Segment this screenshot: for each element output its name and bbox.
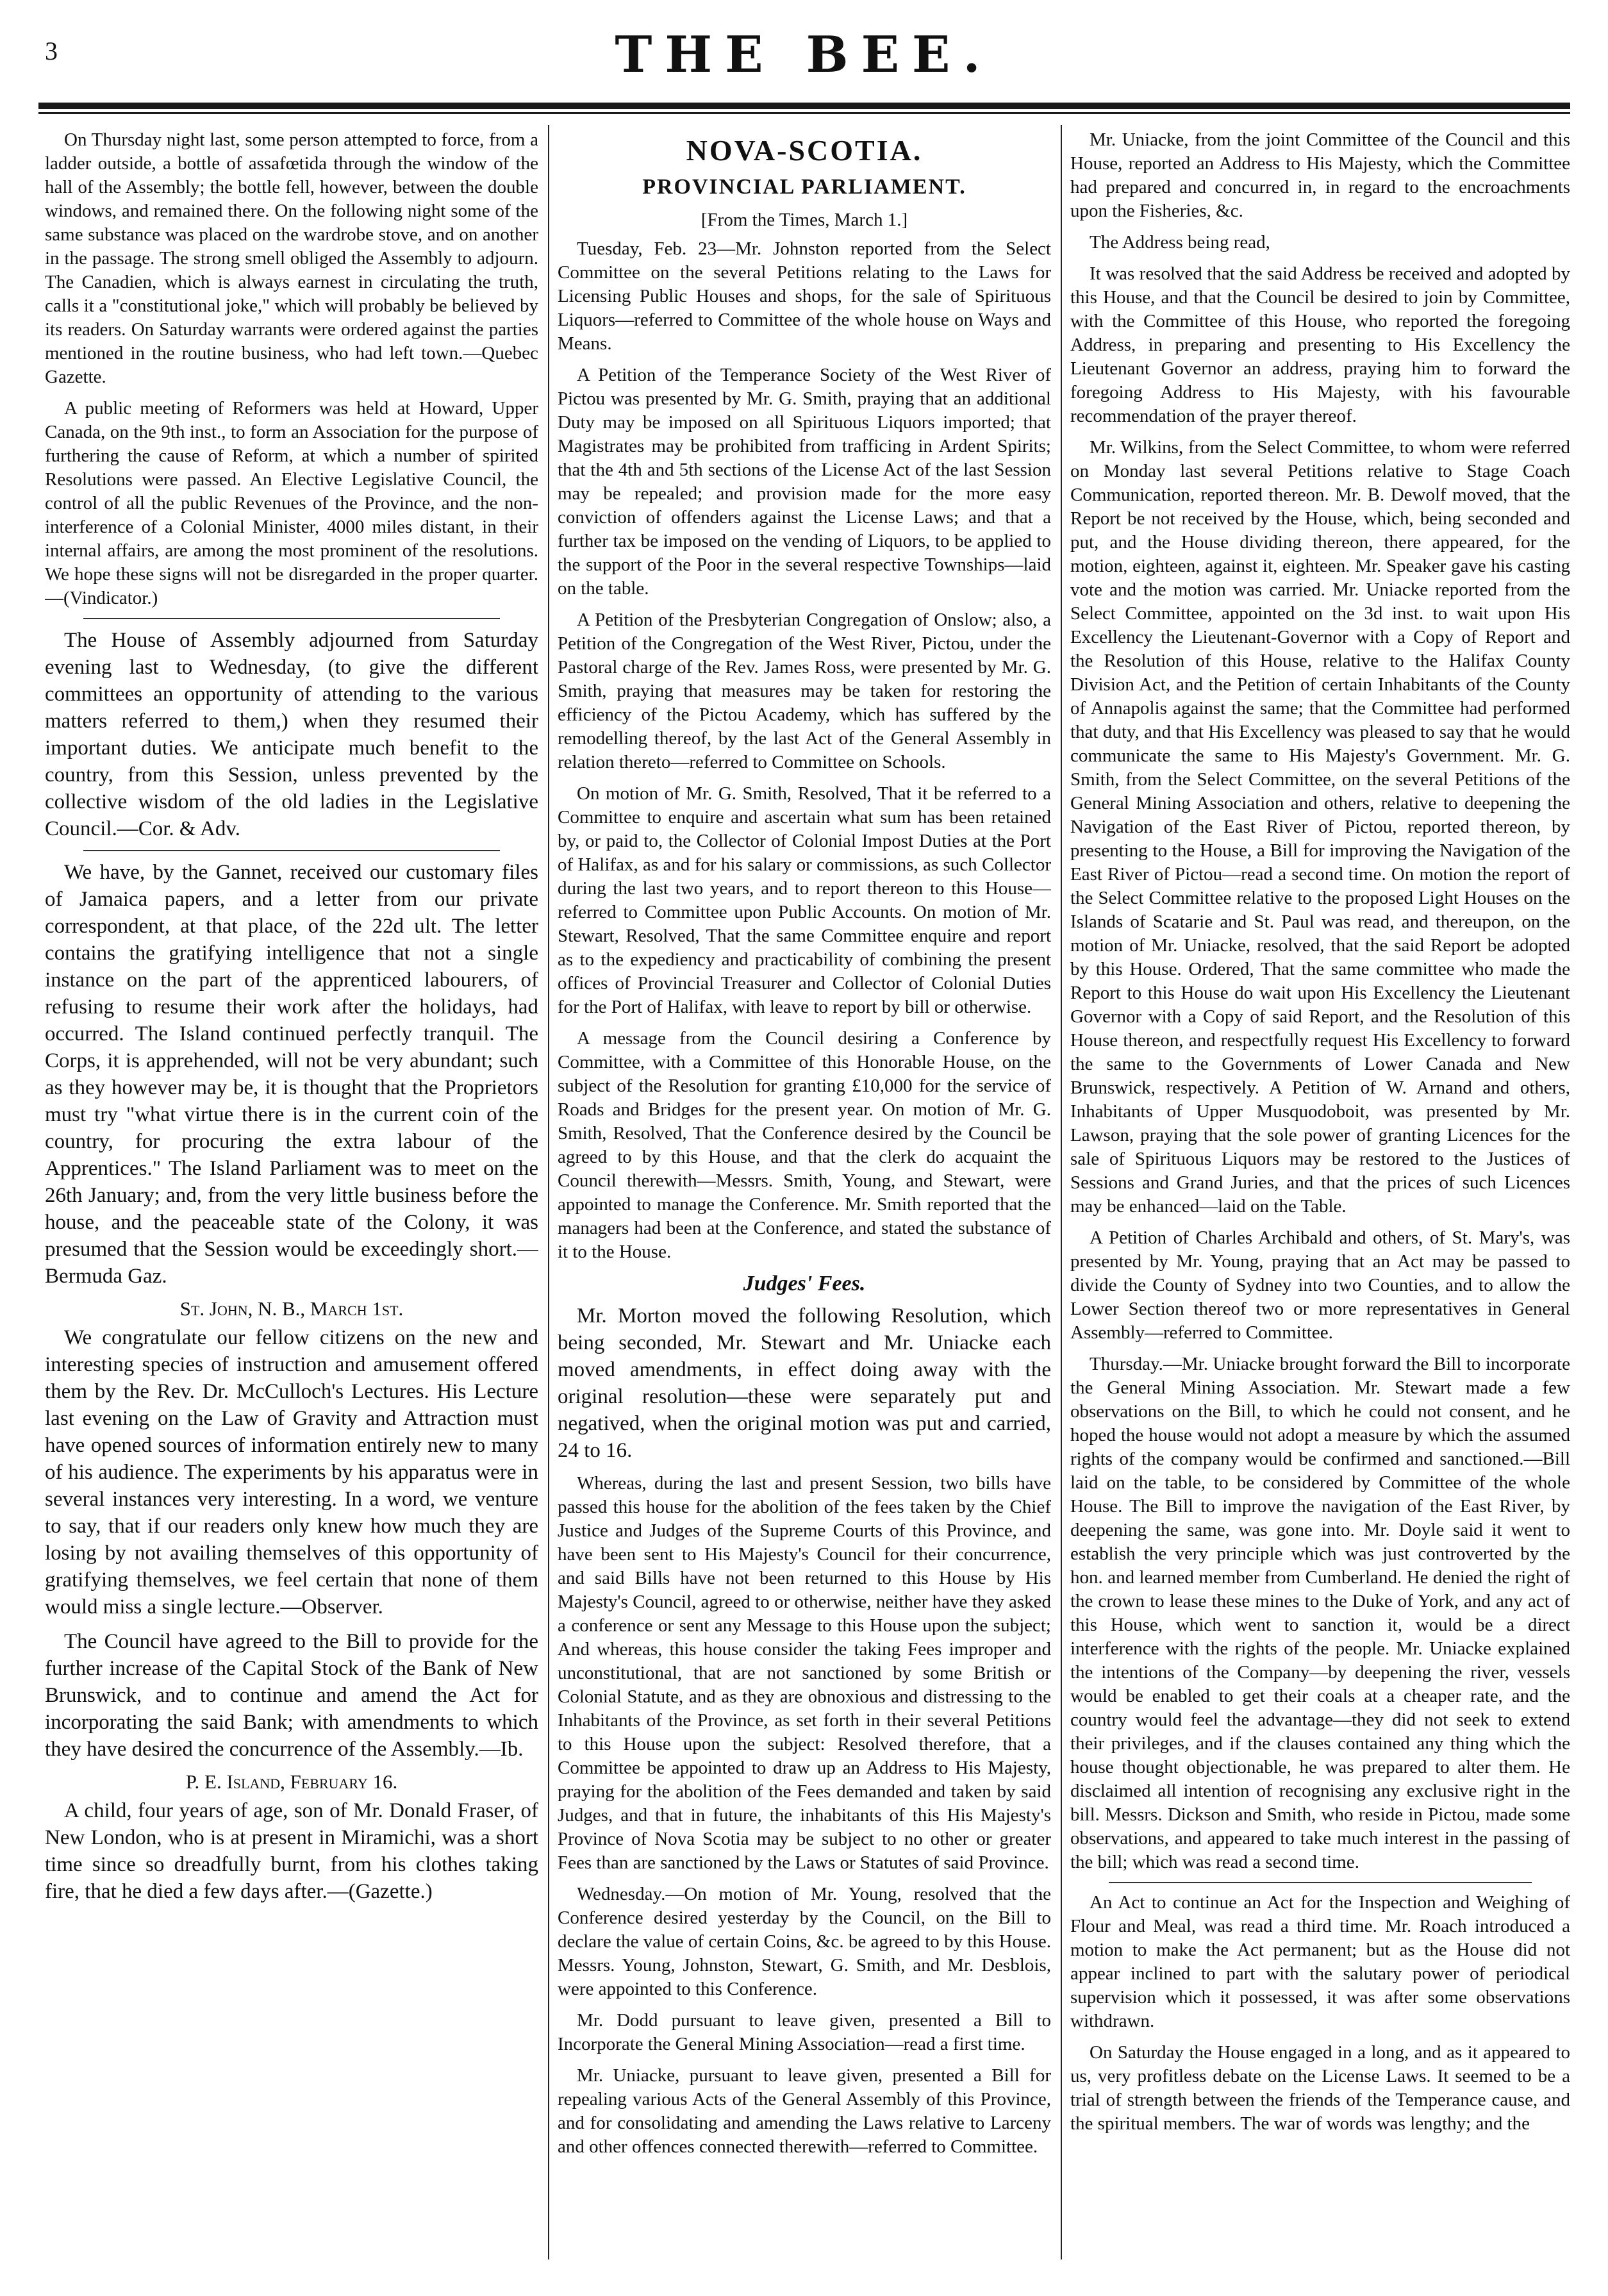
article-paragraph: The Address being read, xyxy=(1090,232,1270,253)
article-paragraph: We congratulate our fellow citizens on the new and interesting species of instruction and amusement offered them by the Rev. Dr. McCulloch's Lectures. His Lecture last evening on the Law of Gravity and Attraction must have opened sources of information entirely new to many of his audience. The experiments by his apparatus were in several instances very interesting. In a word, we venture to say, that if our readers only knew how much they are losing by not availing themselves of this opportunity of gratifying themselves, we feel certain that none of them would miss a single lecture.—Observer. xyxy=(45,1326,538,1618)
article-paragraph: Wednesday.—On motion of Mr. Young, resolved that the Conference desired yesterday by the Council, on the Bill to declare the value of certain Coins, &c. be agreed to by this House. Messrs. Young, Johnston, Stewart, G. Smith, and Mr. Desblois, were appointed to this Conference. xyxy=(558,1884,1051,1999)
article-paragraph: Mr. Wilkins, from the Select Committee, to whom were referred on Monday last several Petitions relative to Stage Coach Communication, reported thereon. Mr. B. Dewolf moved, that the Report be not received by the House, which, being seconded and put, and the House dividing thereon, there appeared, for the motion, eighteen, against it, eighteen. Mr. Speaker gave his casting vote and the motion was carried. Mr. Uniacke reported from the Select Committee, appointed on the 3d inst. to wait upon His Excellency the Lieutenant-Governor with a Copy of Report and the Resolution of this House, relative to the Halifax County Division Act, and the Petition of certain Inhabitants of the County of Annapolis against the same; that the Committee had performed that duty, and that His Excellency was pleased to say that he would communicate the same to His Majesty's Government. Mr. G. Smith, from the Select Committee, on the several Petitions of the General Mining Association and others, relative to deepening the Navigation of the East River of Pictou, reported thereon, by presenting to the House, a Bill for improving the Navigation of the East River of Pictou—read a second time. On motion the report of the Select Committee relative to the proposed Light Houses on the Islands of Scatarie and St. Paul was read, and thereupon, on the motion of Mr. Uniacke, resolved, that the said Report be adopted by this House. Ordered, That the same committee who made the Report to this House do wait upon His Excellency the Lieutenant Governor with a Copy of said Report, and the Resolution of this House thereon, and respectfully request His Excellency to forward the same to the Governments of Lower Canada and New Brunswick, respectively. A Petition of W. Arnand and others, Inhabitants of Upper Musquodoboit, was presented by Mr. Lawson, praying that the sole power of granting Licences for the sale of Spirituous Liquors may be restored to the Justices of Sessions and Grand Juries, and that the prices of such Licences may be enhanced—laid on the Table. xyxy=(1070,437,1570,1217)
column-2 xyxy=(558,128,1051,2269)
dateline: St. John, N. B., March 1st. xyxy=(179,1297,404,1320)
article-paragraph: Mr. Morton moved the following Resolution, which being seconded, Mr. Stewart and Mr. Uniacke each moved amendments, in effect doing away with the original resolution—these were separately put and negatived, when the original motion was put and carried, 24 to 16. xyxy=(558,1304,1051,1462)
article-paragraph: An Act to continue an Act for the Inspection and Weighing of Flour and Meal, was read a third time. Mr. Roach introduced a motion to make the Act permanent; but as the House did not appear inclined to part with the salutary power of periodical supervision which it possessed, it was after some observations withdrawn. xyxy=(1070,1892,1570,2031)
article-paragraph: A Petition of the Temperance Society of the West River of Pictou was presented by Mr. G. Smith, praying that an additional Duty may be imposed on all Spirituous Liquors imported; that Magistrates may be prohibited from trafficing in Ardent Spirits; that the 4th and 5th sections of the License Act of the last Session may be repealed; and provision made for the more easy conviction of offenders against the License Laws; and that a further tax be imposed on the vending of Liquors, to be applied to the support of the Poor in the several respective Townships—laid on the table. xyxy=(558,365,1051,599)
article-paragraph: Mr. Dodd pursuant to leave given, presented a Bill to Incorporate the General Mining Association—read a first time. xyxy=(558,2010,1051,2054)
article-paragraph: The House of Assembly adjourned from Saturday evening last to Wednesday, (to give the different committees an opportunity of attending to the various matters referred to them,) when they resumed their important duties. We anticipate much benefit to the country, from this Session, unless prevented by the collective wisdom of the old ladies in the Legislative Council.—Cor. & Adv. xyxy=(45,629,538,840)
article-paragraph: Mr. Uniacke, pursuant to leave given, presented a Bill for repealing various Acts of the General Assembly of this Province, and for consolidating and amending the Laws relative to Larceny and other offences connected therewith—referred to Committee. xyxy=(558,2065,1051,2157)
column-3 xyxy=(1070,128,1570,2269)
section-subheading: PROVINCIAL PARLIAMENT. xyxy=(642,175,966,199)
article-paragraph: Whereas, during the last and present Session, two bills have passed this house for the abolition of the fees taken by the Chief Justice and Judges of the Supreme Courts of this Province, and have been sent to His Majesty's Council for their concurrence, and said Bills have not been returned to this House by His Majesty's Council, agreed to or otherwise, neither have they asked a conference or sent any Message to this House upon the subject; And whereas, this house consider the taking Fees improper and unconstitutional, that are not sanctioned by some British or Colonial Statute, and as they are obnoxious and distressing to the Inhabitants of the Province, as set forth in their several Petitions to this House upon the subject: Resolved therefore, that a Committee be appointed to draw up an Address to His Majesty, praying for the abolition of the Fees demanded and taken by said Judges, and that in future, the inhabitants of this His Majesty's Province of Nova Scotia may be subject to no other or greater Fees than are sanctioned by the Laws or Statutes of said Province. xyxy=(558,1473,1051,1873)
article-paragraph: A child, four years of age, son of Mr. Donald Fraser, of New London, who is at present in Miramichi, was a short time since so dreadfully burnt, from his clothes taking fire, that he died a few days after.—(Gazette.) xyxy=(45,1799,538,1903)
section-heading: NOVA-SCOTIA. xyxy=(686,134,923,167)
article-separator xyxy=(1109,1882,1532,1883)
page-number: 3 xyxy=(45,37,58,65)
article-paragraph: A Petition of the Presbyterian Congregation of Onslow; also, a Petition of the Congregation of the West River, Pictou, under the Pastoral charge of the Rev. James Ross, were presented by Mr. G. Smith, praying that measures may be taken for restoring the efficiency of the Pictou Academy, which has suffered by the remodelling thereof, by the last Act of the General Assembly in relation thereto—referred to Committee on Schools. xyxy=(558,610,1051,772)
column-divider xyxy=(1061,125,1062,2259)
newspaper-title: THE BEE. xyxy=(615,26,993,84)
article-paragraph: A Petition of Charles Archibald and others, of St. Mary's, was presented by Mr. Young, praying that an Act may be passed to divide the County of Sydney into two Counties, and to allow the Lower Section thereof two or more representatives in General Assembly—referred to Committee. xyxy=(1070,1227,1570,1343)
article-paragraph: The Council have agreed to the Bill to provide for the further increase of the Capital Stock of the Bank of New Brunswick, and to continue and amend the Act for incorporating the said Bank; with amendments to which they have desired the concurrence of the Assembly.—Ib. xyxy=(45,1630,538,1761)
masthead xyxy=(0,0,1608,128)
article-paragraph: Tuesday, Feb. 23—Mr. Johnston reported from the Select Committee on the several Petitions relating to the Laws for Licensing Public Houses and shops, for the sale of Spirituous Liquors—referred to Committee of the whole house on Ways and Means. xyxy=(558,238,1051,354)
masthead-rule-thin xyxy=(38,112,1570,114)
article-paragraph: On Saturday the House engaged in a long, and as it appeared to us, very profitless debate on the License Laws. It seemed to be a trial of strength between the friends of the Temperance cause, and the spiritual members. The war of words was lengthy; and the xyxy=(1070,2042,1570,2134)
article-paragraph: On Thursday night last, some person attempted to force, from a ladder outside, a bottle of assafœtida through the window of the hall of the Assembly; the bottle fell, however, between the double windows, and remained there. On the following night some of the same substance was placed on the wardrobe stove, and on another in the passage. The strong smell obliged the Assembly to adjourn. The Canadien, which is always earnest in circulating the truth, calls it a "constitutional joke," which will probably be believed by its readers. On Saturday warrants were ordered against the parties mentioned in the routine business, who had left town.—Quebec Gazette. xyxy=(45,129,538,387)
article-separator xyxy=(83,850,500,851)
article-paragraph: Thursday.—Mr. Uniacke brought forward the Bill to incorporate the General Mining Association. Mr. Stewart made a few observations on the Bill, to which he could not consent, and he hoped the house would not adopt a measure by which the assumed rights of the company would be confirmed and sanctioned.—Bill laid on the table, to be considered by Committee of the whole House. The Bill to improve the navigation of the East River, by deepening the same, was gone into. Mr. Doyle said it went to establish the very principle which was just controverted by the hon. and learned member from Cumberland. He denied the right of the crown to lease these mines to the Duke of York, and any act of this House, which went to sanction it, would be a direct interference with the rights of the people. Mr. Uniacke explained the intentions of the Company—by deepening the river, vessels would be enabled to get their coals at a cheaper rate, and the country would feel the advantage—they did not seek to extend their privileges, and if the clauses contained any thing which the house thought objectionable, he was prepared to alter them. He disclaimed all intention of recognising any exclusive right in the bill. Messrs. Dickson and Smith, who reside in Pictou, made some observations, and appeared to take much interest in the passing of the bill; which was read a second time. xyxy=(1070,1354,1570,1872)
source-line: [From the Times, March 1.] xyxy=(700,210,908,230)
dateline: P. E. Island, February 16. xyxy=(185,1770,398,1793)
article-paragraph: Mr. Uniacke, from the joint Committee of the Council and this House, reported an Address to His Majesty, which the Committee had prepared and concurred in, in regard to the encroachments upon the Fisheries, &c. xyxy=(1070,129,1570,221)
column-divider xyxy=(548,125,549,2259)
article-paragraph: A public meeting of Reformers was held at Howard, Upper Canada, on the 9th inst., to form an Association for the purpose of furthering the cause of Reform, at which a number of spirited Resolutions were passed. An Elective Legislative Council, the control of all the public Revenues of the Province, and the non-interference of a Colonial Minister, 4000 miles distant, in their internal affairs, are among the most prominent of the resolutions. We hope these signs will not be disregarded in the proper quarter.—(Vindicator.) xyxy=(45,398,538,608)
article-paragraph: It was resolved that the said Address be received and adopted by this House, and that the Council be desired to join by Committee, with the Committee of this House, who reported the foregoing Address, in preparing and presenting to His Excellency the Lieutenant Governor an address, praying him to forward the foregoing Address to His Majesty, with his favourable recommendation of the prayer thereof. xyxy=(1070,263,1570,426)
article-paragraph: A message from the Council desiring a Conference by Committee, with a Committee of this Honorable House, on the subject of the Resolution for granting £10,000 for the service of Roads and Bridges for the present year. On motion of Mr. G. Smith, Resolved, That the Conference desired by the Council be agreed to by this House, and that the clerk do acquaint the Council therewith—Messrs. Smith, Young, and Stewart, were appointed to manage the Conference. Mr. Smith reported that the managers had been at the Conference, and stated the substance of it to the House. xyxy=(558,1028,1051,1262)
article-paragraph: On motion of Mr. G. Smith, Resolved, That it be referred to a Committee to enquire and ascertain what sum has been retained by, or paid to, the Collector of Colonial Impost Duties at the Port of Halifax, as and for his salary or commissions, as such Collector during the last two years, and to report thereon to this House—referred to Committee upon Public Accounts. On motion of Mr. Stewart, Resolved, That the same Committee enquire and report as to the expediency and practicability of combining the present offices of Provincial Treasurer and Collector of Colonial Duties for the Port of Halifax, with leave to report by bill or otherwise. xyxy=(558,783,1051,1017)
article-paragraph: We have, by the Gannet, received our customary files of Jamaica papers, and a letter from our private correspondent, at that place, of the 22d ult. The letter contains the gratifying intelligence that not a single instance on the part of the apprenticed labourers, of refusing to resume their work after the holidays, had occurred. The Island continued perfectly tranquil. The Corps, it is apprehended, will not be very abundant; such as they however may be, it is thought that the Proprietors must try "what virtue there is in the current coin of the country, for procuring the extra labour of the Apprentices." The Island Parliament was to meet on the 26th January; and, from the very little business before the house, and the peaceable state of the Colony, it was presumed that the Session would be exceedingly short.—Bermuda Gaz. xyxy=(45,861,538,1288)
column-1 xyxy=(45,128,538,2269)
masthead-rule xyxy=(38,103,1570,109)
article-separator xyxy=(83,618,500,619)
article-heading: Judges' Fees. xyxy=(743,1272,866,1295)
